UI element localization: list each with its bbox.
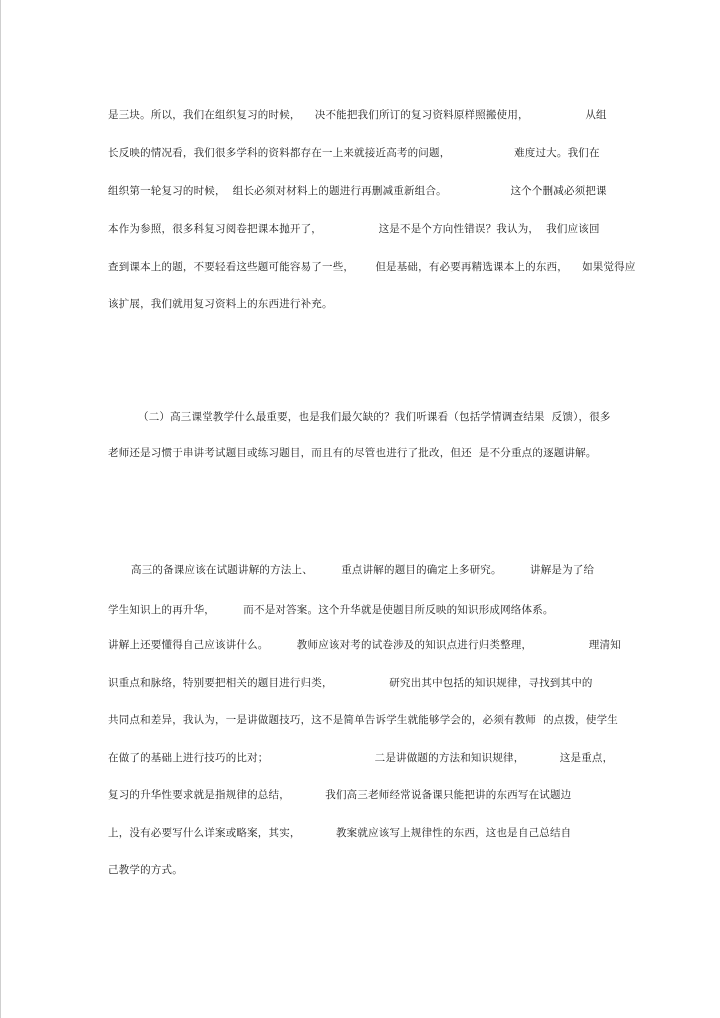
text-line-5: 查到课本上的题，不要轻看这些题可能容易了一些， 但是基础，有必要再精选课本上的东西， 如果觉得应 <box>108 261 636 273</box>
text-line-12: 识重点和脉络，特别要把相关的题目进行归类， 研究出其中包括的知识规律，寻找到其中的 <box>108 677 593 689</box>
text-line-8: 老师还是习惯于串讲考试题目或练习题目，而且有的尽管也进行了批改，但还 是不分重点的逐题讲解。 <box>108 447 597 459</box>
text-line-3: 组织第一轮复习的时候， 组长必须对材料上的题进行再删减重新组合。 这个个删减必须把课 <box>108 185 607 197</box>
text-line-2: 长反映的情况看，我们很多学科的资料都存在一上来就接近高考的问题， 难度过大。我们在 <box>108 147 600 159</box>
text-line-4: 本作为参照，很多科复习阅卷把课本抛开了， 这是不是个方向性错误？我认为， 我们应该回 <box>108 223 600 235</box>
text-line-7: （二）高三课堂教学什么最重要，也是我们最欠缺的？我们听课看（包括学情调查结果 反馈），很多 <box>138 411 611 423</box>
text-line-17: 己教学的方式。 <box>108 864 183 876</box>
text-line-9: 高三的备课应该在试题讲解的方法上、 重点讲解的题目的确定上多研究。 讲解是为了给 <box>131 564 595 576</box>
text-line-1: 是三块。所以，我们在组织复习的时候， 决不能把我们所订的复习资料原样照搬使用， 从组 <box>108 109 607 121</box>
text-line-10: 学生知识上的再升华， 而不是对答案。这个升华就是使题目所反映的知识形成网络体系。 <box>108 604 554 616</box>
text-line-14: 在做了的基础上进行技巧的比对； 二是讲做题的方法和知识规律， 这是重点， <box>108 752 614 764</box>
text-line-6: 该扩展，我们就用复习资料上的东西进行补充。 <box>108 298 333 310</box>
text-line-15: 复习的升华性要求就是指规律的总结， 我们高三老师经常说备课只能把讲的东西写在试题边 <box>108 789 572 801</box>
text-line-11: 讲解上还要懂得自己应该讲什么。 教师应该对考的试卷涉及的知识点进行归类整理， 理清知 <box>108 639 621 651</box>
text-line-16: 上，没有必要写什么详案或略案，其实， 教案就应该写上规律性的东西，这也是自己总结自 <box>108 827 572 839</box>
text-line-13: 共同点和差异，我认为，一是讲做题技巧，这不是简单告诉学生就能够学会的，必须有教师 的点拨，使学生 <box>108 714 618 726</box>
